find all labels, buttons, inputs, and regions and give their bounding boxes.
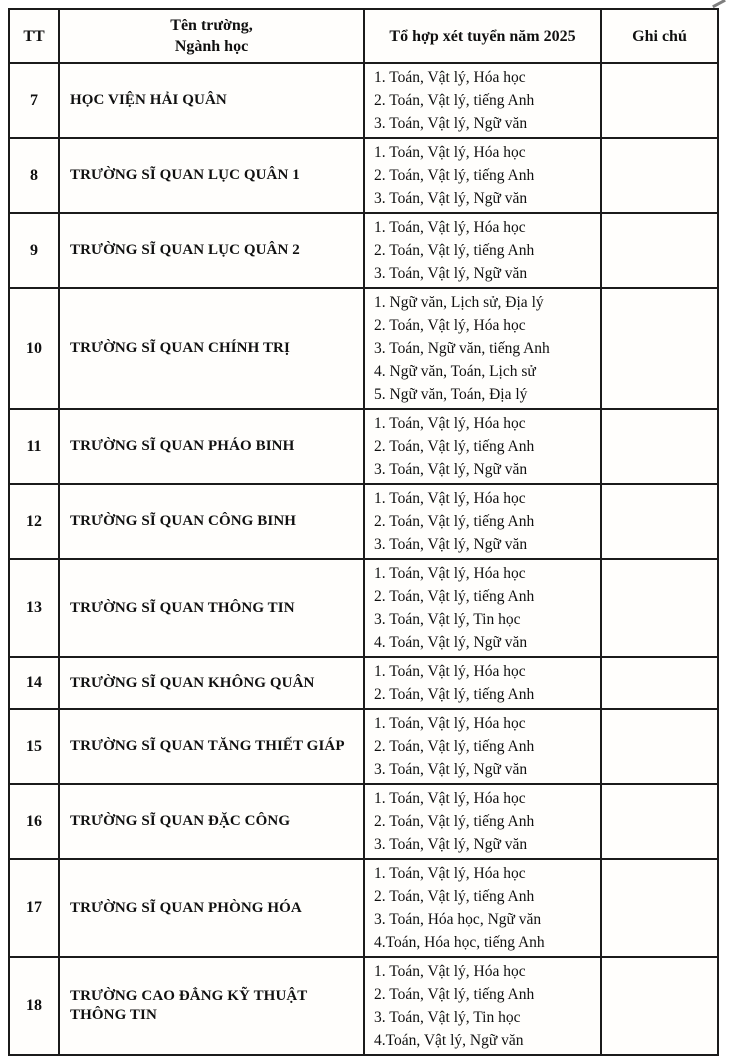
school-name: HỌC VIỆN HẢI QUÂN [59, 63, 364, 138]
combo-line: 4.Toán, Hóa học, tiếng Anh [374, 934, 545, 951]
combo-line: 1. Toán, Vật lý, Hóa học [374, 219, 526, 236]
notes-cell [601, 859, 718, 957]
table-row [9, 657, 718, 709]
combo-line: 5. Ngữ văn, Toán, Địa lý [374, 386, 528, 403]
school-name: TRƯỜNG SĨ QUAN TĂNG THIẾT GIÁP [59, 709, 364, 784]
scan-artifact-mark [712, 0, 726, 8]
notes-cell [601, 957, 718, 1055]
table-row [9, 784, 718, 859]
combo-line: 1. Toán, Vật lý, Hóa học [374, 144, 526, 161]
combo-line: 2. Toán, Vật lý, tiếng Anh [374, 92, 535, 109]
tt-cell: 14 [9, 657, 59, 709]
school-name: TRƯỜNG SĨ QUAN THÔNG TIN [59, 559, 364, 657]
combos-cell [364, 657, 601, 709]
combo-line: 4. Ngữ văn, Toán, Lịch sử [374, 363, 536, 380]
combo-line: 2. Toán, Vật lý, tiếng Anh [374, 167, 535, 184]
table-row [9, 63, 718, 138]
combo-line: 2. Toán, Vật lý, tiếng Anh [374, 438, 535, 455]
combos-cell [364, 63, 601, 138]
tt-cell: 8 [9, 138, 59, 213]
tt-cell: 17 [9, 859, 59, 957]
table-row [9, 213, 718, 288]
combos-cell [364, 484, 601, 559]
admissions-table [8, 8, 719, 1056]
header-school [59, 9, 364, 63]
combo-line: 1. Toán, Vật lý, Hóa học [374, 415, 526, 432]
combo-line: 1. Toán, Vật lý, Hóa học [374, 663, 526, 680]
notes-cell [601, 288, 718, 409]
combo-line: 3. Toán, Vật lý, Ngữ văn [374, 536, 528, 553]
table-body [9, 63, 718, 1055]
combos-cell [364, 138, 601, 213]
combo-line: 3. Toán, Vật lý, Ngữ văn [374, 461, 528, 478]
school-name: TRƯỜNG CAO ĐẲNG KỸ THUẬT THÔNG TIN [59, 957, 364, 1055]
combos-cell [364, 559, 601, 657]
notes-cell [601, 784, 718, 859]
combo-line: 3. Toán, Vật lý, Ngữ văn [374, 265, 528, 282]
combos-cell [364, 957, 601, 1055]
document-page [8, 8, 720, 1056]
combo-line: 2. Toán, Vật lý, tiếng Anh [374, 738, 535, 755]
combo-line: 3. Toán, Ngữ văn, tiếng Anh [374, 340, 550, 357]
table-row [9, 484, 718, 559]
header-row [9, 9, 718, 63]
combo-line: 3. Toán, Vật lý, Ngữ văn [374, 190, 528, 207]
combo-line: 3. Toán, Vật lý, Tin học [374, 1009, 521, 1026]
combo-line: 2. Toán, Vật lý, tiếng Anh [374, 888, 535, 905]
combo-line: 2. Toán, Vật lý, tiếng Anh [374, 513, 535, 530]
table-row [9, 709, 718, 784]
tt-cell: 10 [9, 288, 59, 409]
table-header [9, 9, 718, 63]
school-name: TRƯỜNG SĨ QUAN ĐẶC CÔNG [59, 784, 364, 859]
school-name: TRƯỜNG SĨ QUAN LỤC QUÂN 1 [59, 138, 364, 213]
notes-cell [601, 138, 718, 213]
combos-cell [364, 213, 601, 288]
table-row [9, 859, 718, 957]
combo-line: 1. Ngữ văn, Lịch sử, Địa lý [374, 294, 544, 311]
combo-line: 3. Toán, Vật lý, Ngữ văn [374, 836, 528, 853]
notes-cell [601, 484, 718, 559]
table-row [9, 138, 718, 213]
notes-cell [601, 657, 718, 709]
combo-line: 4.Toán, Vật lý, Ngữ văn [374, 1032, 524, 1049]
combo-line: 1. Toán, Vật lý, Hóa học [374, 790, 526, 807]
combo-line: 2. Toán, Vật lý, tiếng Anh [374, 813, 535, 830]
tt-cell: 16 [9, 784, 59, 859]
tt-cell: 18 [9, 957, 59, 1055]
header-combos: Tổ hợp xét tuyển năm 2025 [364, 9, 601, 63]
table-row [9, 957, 718, 1055]
school-name: TRƯỜNG SĨ QUAN PHÒNG HÓA [59, 859, 364, 957]
notes-cell [601, 63, 718, 138]
combo-line: 2. Toán, Vật lý, tiếng Anh [374, 986, 535, 1003]
combos-cell [364, 409, 601, 484]
combo-line: 1. Toán, Vật lý, Hóa học [374, 963, 526, 980]
table-row [9, 409, 718, 484]
tt-cell: 11 [9, 409, 59, 484]
combos-cell [364, 288, 601, 409]
school-name: TRƯỜNG SĨ QUAN PHÁO BINH [59, 409, 364, 484]
combo-line: 2. Toán, Vật lý, tiếng Anh [374, 588, 535, 605]
tt-cell: 13 [9, 559, 59, 657]
tt-cell: 12 [9, 484, 59, 559]
combo-line: 2. Toán, Vật lý, tiếng Anh [374, 242, 535, 259]
notes-cell [601, 709, 718, 784]
combo-line: 2. Toán, Vật lý, tiếng Anh [374, 686, 535, 703]
combo-line: 3. Toán, Hóa học, Ngữ văn [374, 911, 542, 928]
combo-line: 1. Toán, Vật lý, Hóa học [374, 715, 526, 732]
header-notes: Ghi chú [601, 9, 718, 63]
notes-cell [601, 409, 718, 484]
combo-line: 1. Toán, Vật lý, Hóa học [374, 69, 526, 86]
combos-cell [364, 859, 601, 957]
school-name: TRƯỜNG SĨ QUAN CÔNG BINH [59, 484, 364, 559]
header-school-line1: Tên trường, [170, 17, 253, 34]
notes-cell [601, 559, 718, 657]
tt-cell: 15 [9, 709, 59, 784]
combo-line: 2. Toán, Vật lý, Hóa học [374, 317, 526, 334]
school-name: TRƯỜNG SĨ QUAN KHÔNG QUÂN [59, 657, 364, 709]
header-school-line2: Ngành học [174, 38, 249, 55]
header-tt: TT [9, 9, 59, 63]
school-name: TRƯỜNG SĨ QUAN CHÍNH TRỊ [59, 288, 364, 409]
combo-line: 3. Toán, Vật lý, Ngữ văn [374, 761, 528, 778]
combo-line: 1. Toán, Vật lý, Hóa học [374, 865, 526, 882]
combo-line: 4. Toán, Vật lý, Ngữ văn [374, 634, 528, 651]
combo-line: 1. Toán, Vật lý, Hóa học [374, 490, 526, 507]
combo-line: 1. Toán, Vật lý, Hóa học [374, 565, 526, 582]
school-name: TRƯỜNG SĨ QUAN LỤC QUÂN 2 [59, 213, 364, 288]
combo-line: 3. Toán, Vật lý, Ngữ văn [374, 115, 528, 132]
combos-cell [364, 709, 601, 784]
table-row [9, 559, 718, 657]
combo-line: 3. Toán, Vật lý, Tin học [374, 611, 521, 628]
tt-cell: 9 [9, 213, 59, 288]
tt-cell: 7 [9, 63, 59, 138]
combos-cell [364, 784, 601, 859]
notes-cell [601, 213, 718, 288]
table-row [9, 288, 718, 409]
